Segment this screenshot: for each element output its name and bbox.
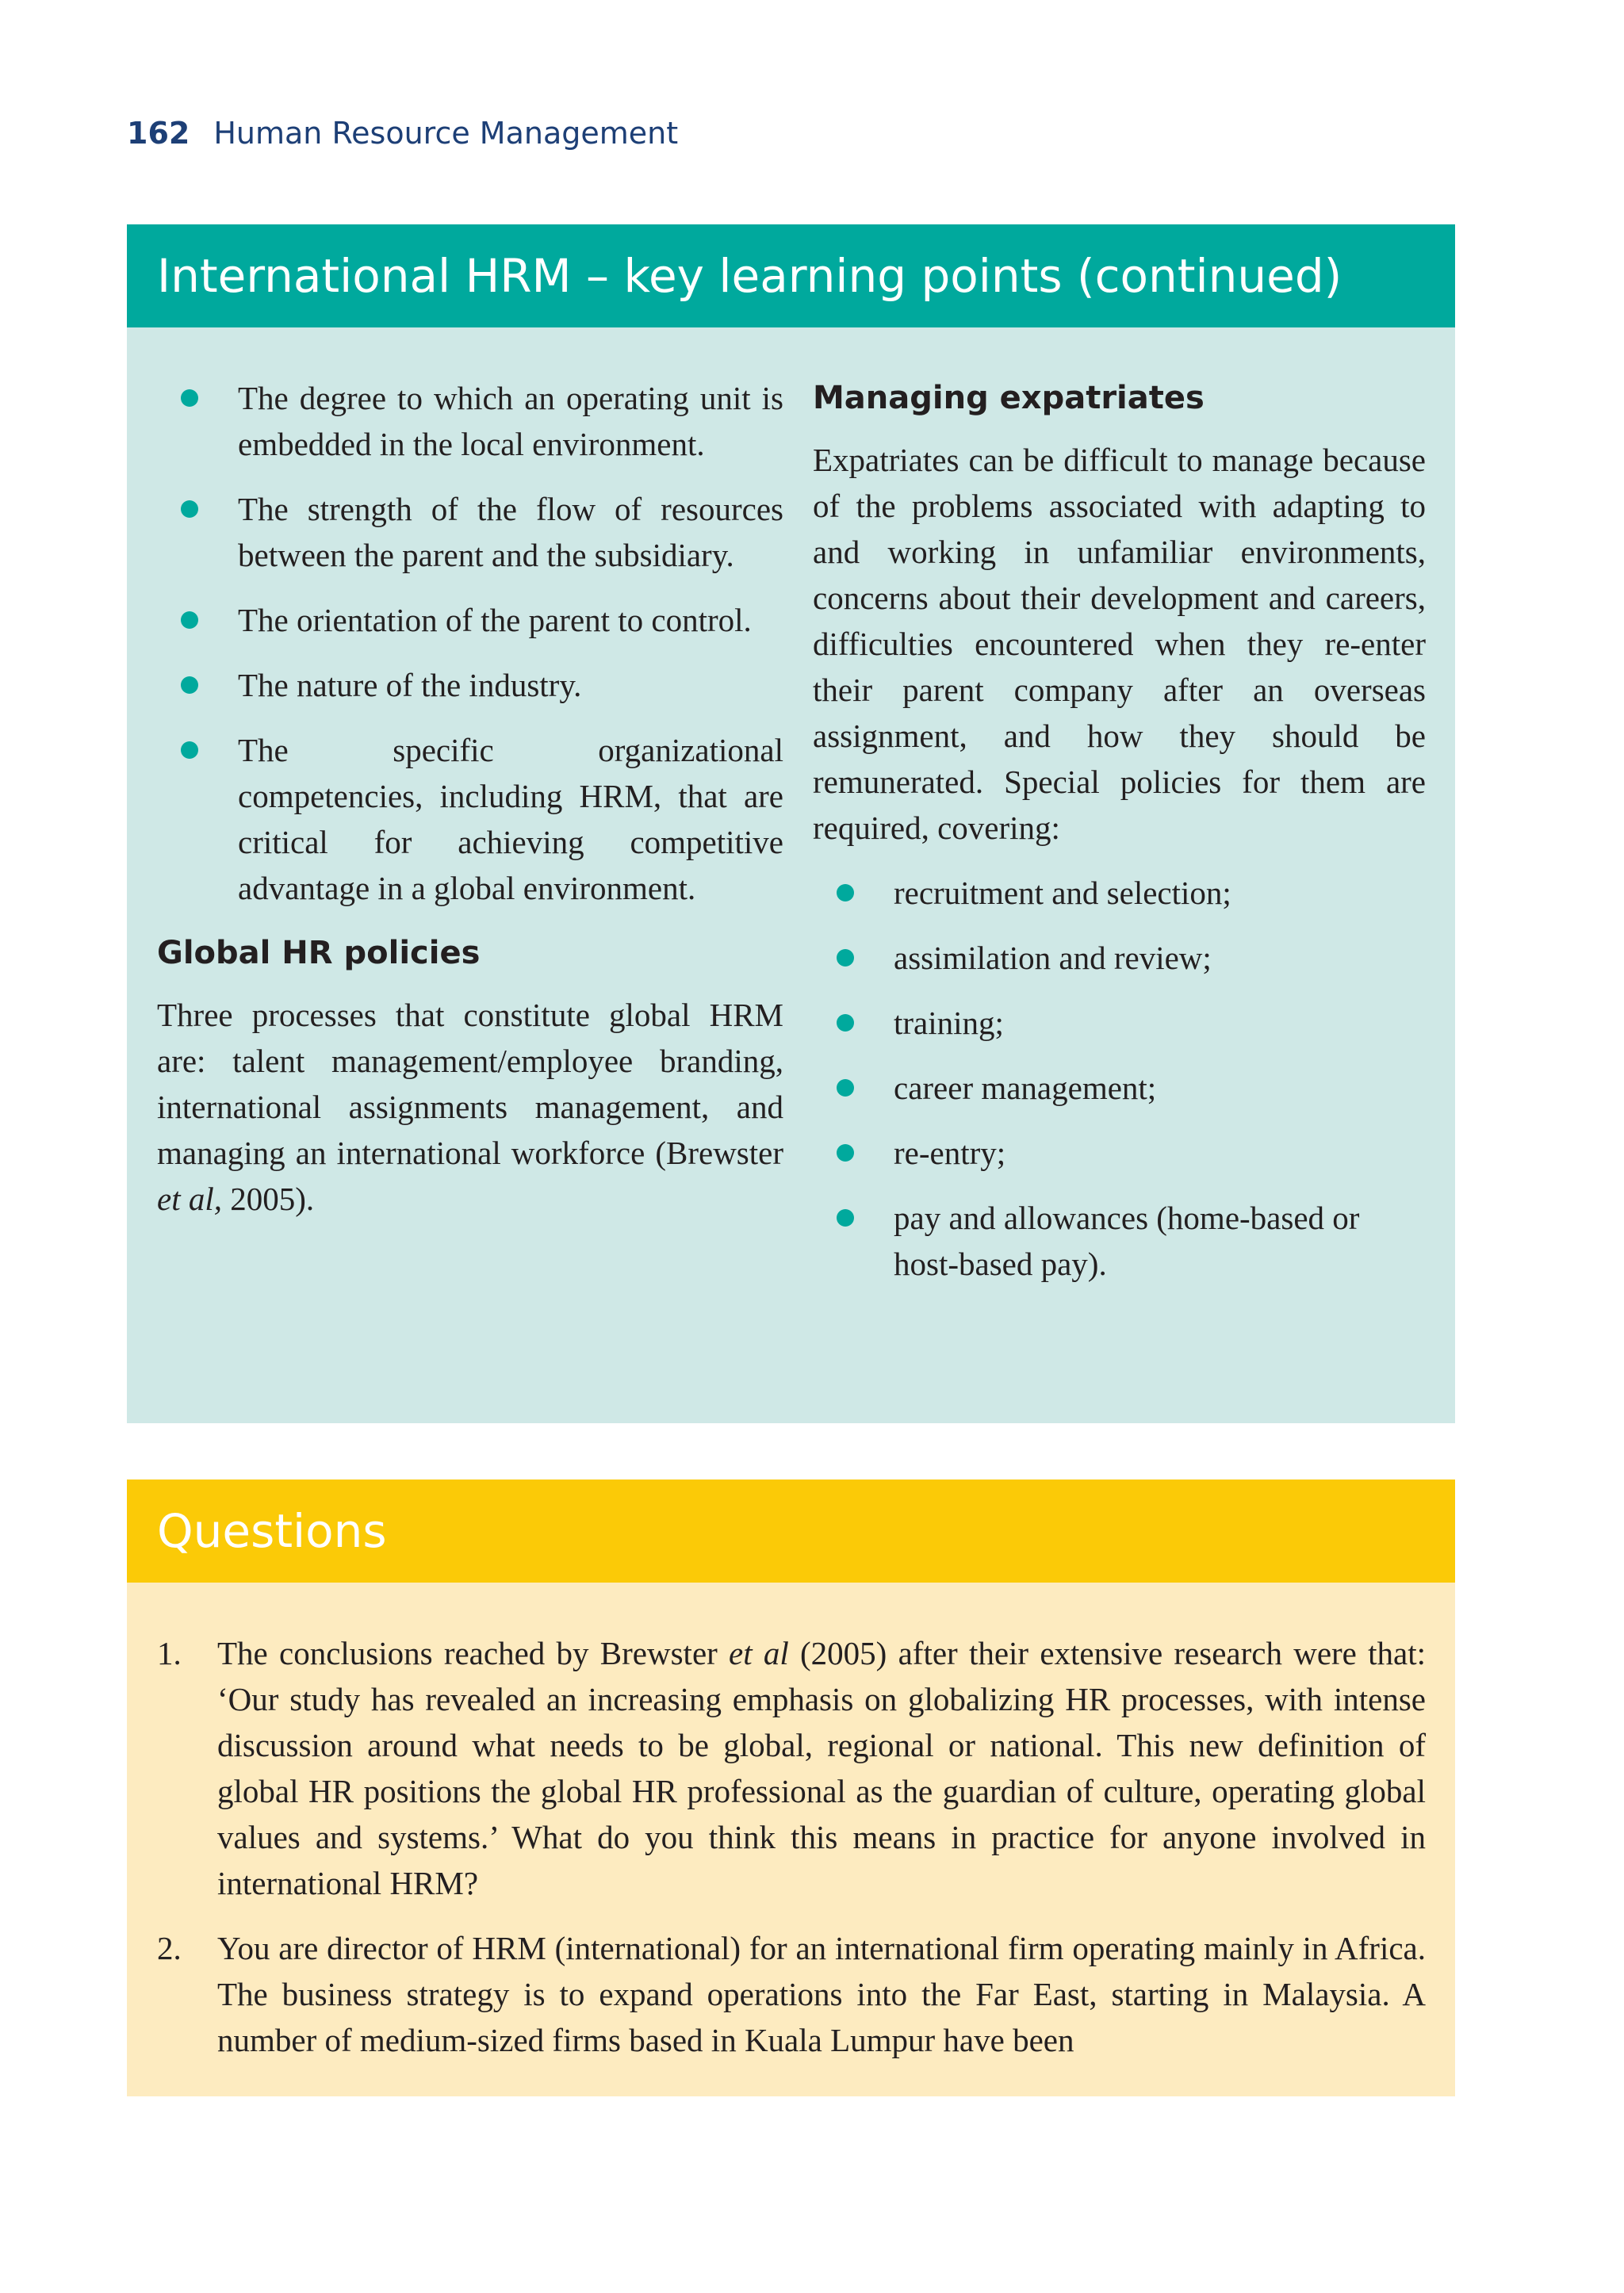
list-item: assimilation and review; — [813, 935, 1426, 981]
global-hr-heading: Global HR policies — [157, 935, 481, 971]
question-item: 1. The conclusions reached by Brewster et al (2005) after their extensive research were that: ‘Our study has revealed an increasing emphasis on globalizing HR processes, with intense discussion around what needs to be global, regional or national. This new definition of global HR positions the global HR professional as the guardian of culture, operating global values and systems.’ What do you think this means in practice for anyone involved in international HRM? — [157, 1630, 1426, 1906]
global-hr-paragraph: Three processes that constitute global HRM are: talent management/employee branding, international assignments management, and managing an international workforce (Brewster et al, 2005). — [157, 997, 783, 1217]
questions-list — [157, 1630, 1426, 2082]
expatriates-bullet-list — [813, 870, 1426, 1287]
key-learning-points-title: International HRM – key learning points (continued) — [127, 224, 1455, 327]
bullet-icon — [181, 500, 198, 518]
bullet-icon — [837, 949, 854, 967]
page-number: 162 — [127, 116, 190, 151]
running-head — [127, 116, 678, 163]
left-bullet-list — [157, 375, 783, 911]
list-item: pay and allowances (home-based or host-based pay). — [813, 1195, 1426, 1287]
bullet-icon — [837, 1144, 854, 1162]
bullet-icon — [181, 741, 198, 759]
list-item: The degree to which an operating unit is embedded in the local environment. — [157, 375, 783, 467]
bullet-icon — [181, 611, 198, 629]
question-item: 2. You are director of HRM (international) for an international firm operating mainly in Africa. The business strategy is to expand operations into the Far East, starting in Malaysia. A number of medium-sized firms based in Kuala Lumpur have been — [157, 1925, 1426, 2063]
questions-box — [127, 1480, 1455, 2096]
question-number: 1. — [157, 1635, 182, 1671]
list-item: The strength of the flow of resources between the parent and the subsidiary. — [157, 486, 783, 578]
list-item: The orientation of the parent to control. — [157, 597, 783, 643]
bullet-icon — [181, 676, 198, 694]
key-learning-points-box — [127, 224, 1455, 1423]
list-item: re-entry; — [813, 1130, 1426, 1176]
bullet-icon — [837, 884, 854, 902]
list-item: career management; — [813, 1065, 1426, 1111]
right-column — [813, 375, 1426, 1306]
left-column — [157, 375, 783, 1241]
bullet-icon — [181, 389, 198, 407]
question-number: 2. — [157, 1930, 182, 1966]
questions-title: Questions — [127, 1480, 1455, 1583]
list-item: recruitment and selection; — [813, 870, 1426, 916]
expatriates-heading: Managing expatriates — [813, 380, 1205, 416]
list-item: The specific organizational competencies, including HRM, that are critical for achieving competitive advantage in a global environment. — [157, 727, 783, 911]
list-item: The nature of the industry. — [157, 662, 783, 708]
bullet-icon — [837, 1079, 854, 1097]
book-title: Human Resource Management — [213, 116, 679, 151]
bullet-icon — [837, 1209, 854, 1227]
list-item: training; — [813, 1000, 1426, 1046]
bullet-icon — [837, 1014, 854, 1032]
expatriates-paragraph: Expatriates can be difficult to manage because of the problems associated with adapting to and working in unfamiliar environments, concerns about their development and careers, difficulties encountered when they re-enter their parent company after an overseas assignment, and how they should be remunerated. Special policies for them are required, covering: — [813, 442, 1426, 846]
